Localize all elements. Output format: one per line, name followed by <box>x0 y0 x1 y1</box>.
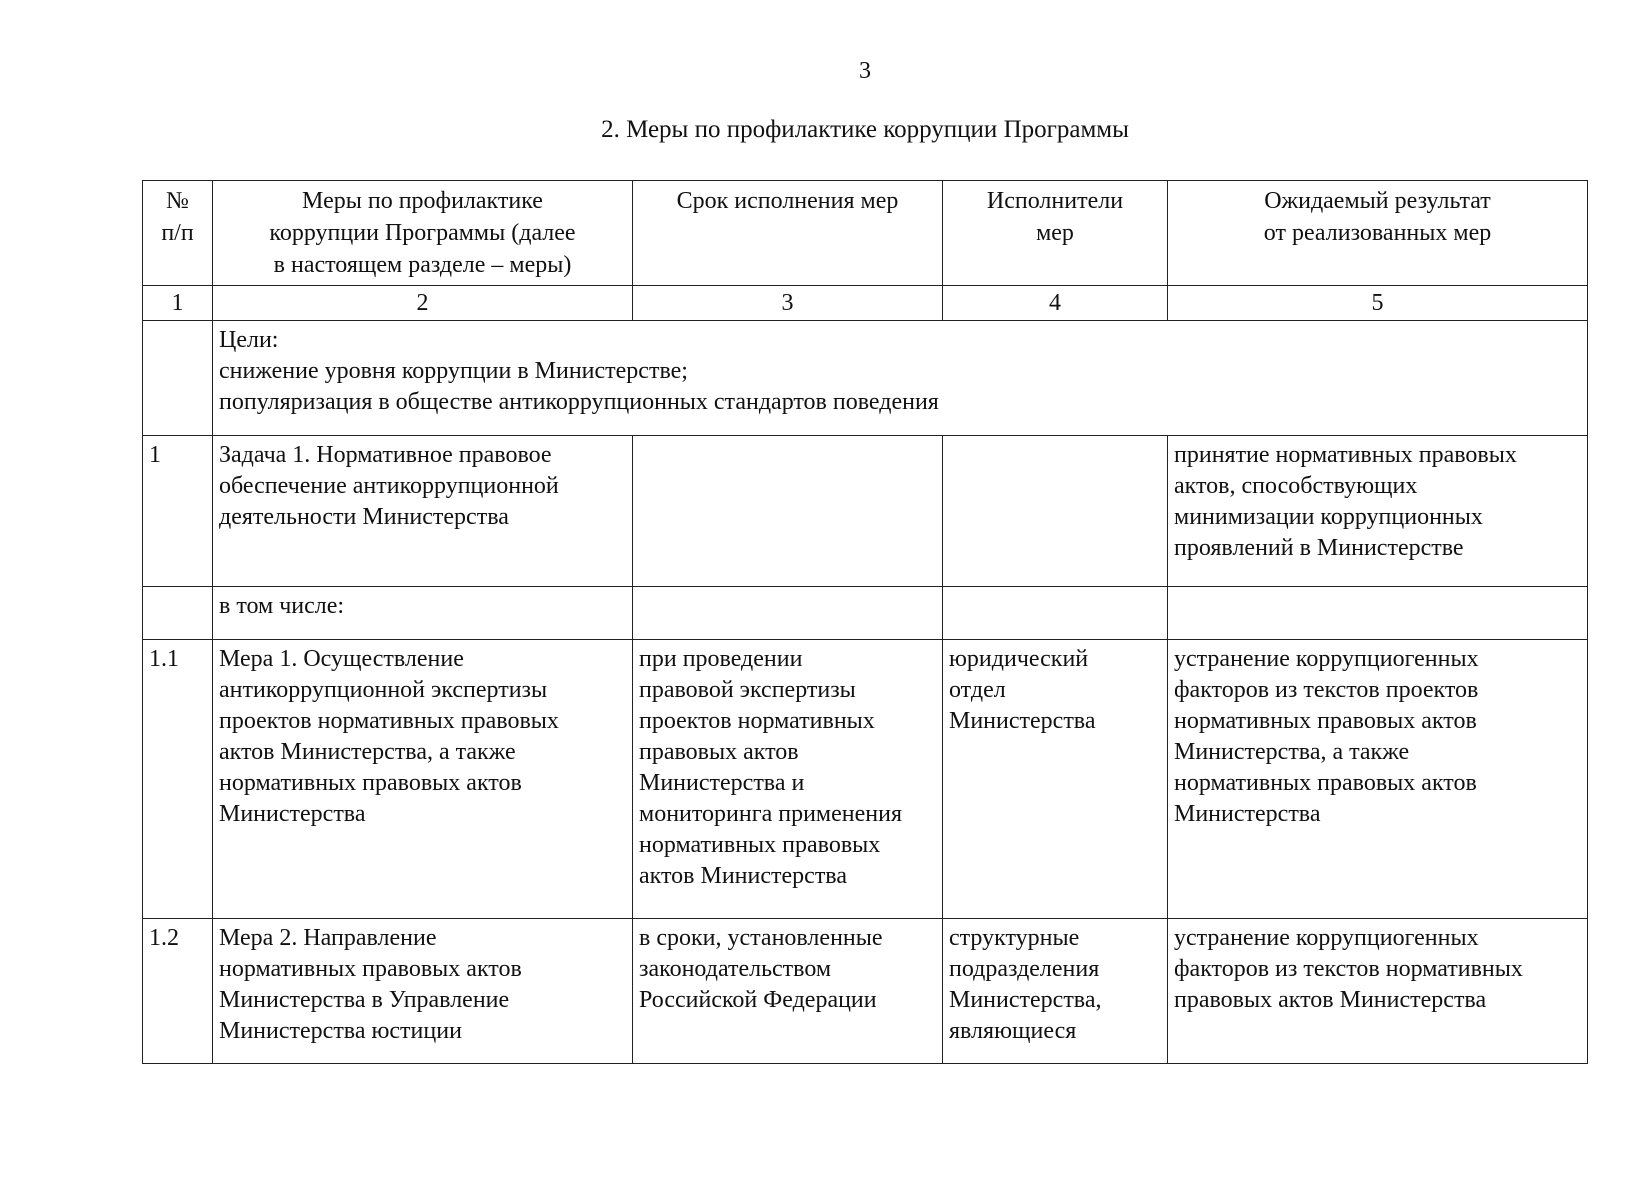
column-number: 4 <box>943 286 1168 321</box>
measures-table <box>142 180 1588 1064</box>
row-number: 1.2 <box>143 919 213 1064</box>
row-measure: Мера 1. Осуществление антикоррупционной экспертизы проектов нормативных правовых актов Министерства, а также нормативных правовых актов Министерства <box>213 640 633 919</box>
goals-row <box>143 321 1588 436</box>
row-result: принятие нормативных правовых актов, способствующих минимизации коррупционных проявлений в Министерстве <box>1168 436 1588 587</box>
header-measures: Меры по профилактике коррупции Программы (далее в настоящем разделе – меры) <box>213 181 633 286</box>
column-number: 5 <box>1168 286 1588 321</box>
row-measure: в том числе: <box>213 587 633 640</box>
page-number: 3 <box>859 58 871 84</box>
column-number-row <box>143 286 1588 321</box>
row-measure: Задача 1. Нормативное правовое обеспечение антикоррупционной деятельности Министерства <box>213 436 633 587</box>
row-term: в сроки, установленные законодательством Российской Федерации <box>633 919 943 1064</box>
row-executors <box>943 436 1168 587</box>
row-result: устранение коррупциогенных факторов из текстов нормативных правовых актов Министерства <box>1168 919 1588 1064</box>
header-result: Ожидаемый результат от реализованных мер <box>1168 181 1588 286</box>
row-executors <box>943 587 1168 640</box>
column-number: 3 <box>633 286 943 321</box>
column-number: 1 <box>143 286 213 321</box>
section-title: 2. Меры по профилактике коррупции Программы <box>601 116 1129 143</box>
table-row <box>143 919 1588 1064</box>
row-number <box>143 587 213 640</box>
row-term <box>633 587 943 640</box>
header-num: № п/п <box>143 181 213 286</box>
row-number: 1.1 <box>143 640 213 919</box>
row-measure: Мера 2. Направление нормативных правовых актов Министерства в Управление Министерства юстиции <box>213 919 633 1064</box>
row-number: 1 <box>143 436 213 587</box>
table-header-row <box>143 181 1588 286</box>
row-term: при проведении правовой экспертизы проектов нормативных правовых актов Министерства и мониторинга применения нормативных правовых актов Министерства <box>633 640 943 919</box>
table-row <box>143 436 1588 587</box>
column-number: 2 <box>213 286 633 321</box>
row-term <box>633 436 943 587</box>
table-cell <box>143 321 213 436</box>
row-executors: юридический отдел Министерства <box>943 640 1168 919</box>
row-result <box>1168 587 1588 640</box>
row-executors: структурные подразделения Министерства, являющиеся <box>943 919 1168 1064</box>
table-row <box>143 640 1588 919</box>
header-term: Срок исполнения мер <box>633 181 943 286</box>
goals-cell: Цели: снижение уровня коррупции в Министерстве; популяризация в обществе антикоррупционных стандартов поведения <box>213 321 1588 436</box>
row-result: устранение коррупциогенных факторов из текстов проектов нормативных правовых актов Министерства, а также нормативных правовых актов Министерства <box>1168 640 1588 919</box>
header-executors: Исполнители мер <box>943 181 1168 286</box>
table-row <box>143 587 1588 640</box>
